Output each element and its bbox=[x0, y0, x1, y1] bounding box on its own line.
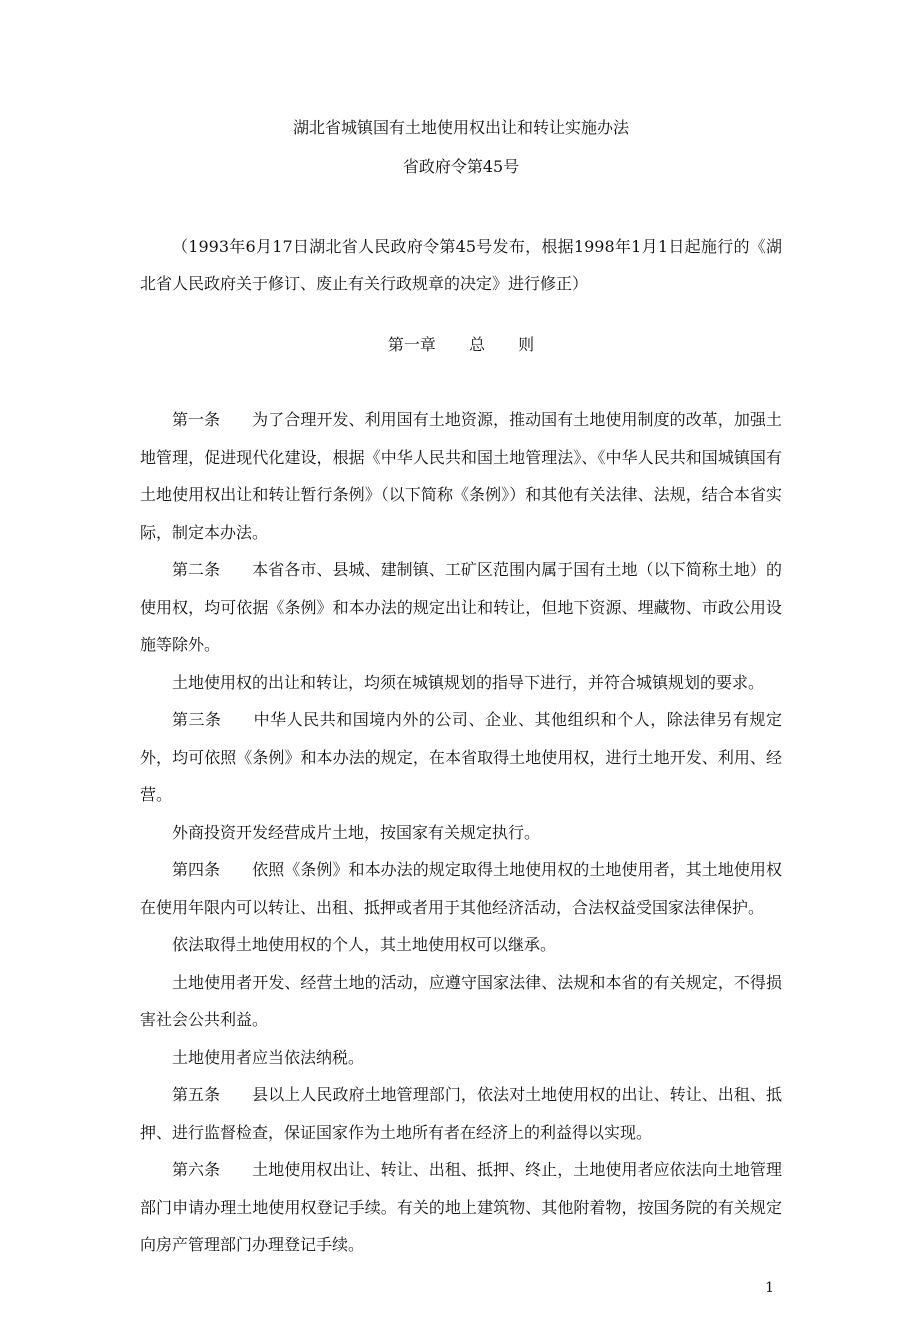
paragraph bbox=[140, 701, 782, 814]
paragraph-text: 依照《条例》和本办法的规定取得土地使用权的土地使用者，其土地使用权在使用年限内可以转让、出租、抵押或者用于其他经济活动，合法权益受国家法律保护。 bbox=[140, 860, 782, 917]
article-label: 第三条 bbox=[172, 710, 222, 729]
page-number: 1 bbox=[765, 1279, 774, 1296]
paragraph bbox=[140, 664, 782, 702]
article-label: 第二条 bbox=[172, 560, 221, 579]
paragraph-text: 土地使用者开发、经营土地的活动，应遵守国家法律、法规和本省的有关规定，不得损害社会公共利益。 bbox=[140, 972, 782, 1029]
paragraph bbox=[140, 1076, 782, 1151]
paragraph bbox=[140, 551, 782, 664]
chapter-name-2: 则 bbox=[518, 335, 535, 354]
article-label: 第五条 bbox=[172, 1085, 221, 1104]
revision-note: （1993年6月17日湖北省人民政府令第45号发布，根据1998年1月1日起施行的《湖北省人民政府关于修订、废止有关行政规章的决定》进行修正） bbox=[140, 237, 782, 293]
paragraph bbox=[140, 926, 782, 964]
document-body bbox=[140, 401, 782, 1264]
article-label: 第一条 bbox=[172, 410, 221, 429]
paragraph-text: 土地使用权出让、转让、出租、抵押、终止，土地使用者应依法向土地管理部门申请办理土地使用权登记手续。有关的地上建筑物、其他附着物，按国务院的有关规定向房产管理部门办理登记手续。 bbox=[140, 1160, 782, 1254]
article-label: 第四条 bbox=[172, 860, 221, 879]
paragraph-text: 县以上人民政府土地管理部门，依法对土地使用权的出让、转让、出租、抵押、进行监督检查，保证国家作为土地所有者在经济上的利益得以实现。 bbox=[140, 1085, 782, 1142]
paragraph-text: 土地使用者应当依法纳税。 bbox=[172, 1047, 365, 1067]
paragraph-text: 中华人民共和国境内外的公司、企业、其他组织和个人，除法律另有规定外，均可依照《条例》和本办法的规定，在本省取得土地使用权，进行土地开发、利用、经营。 bbox=[140, 710, 782, 804]
chapter-heading bbox=[140, 334, 782, 356]
paragraph-text: 本省各市、县城、建制镇、工矿区范围内属于国有土地（以下简称土地）的使用权，均可依据《条例》和本办法的规定出让和转让，但地下资源、埋藏物、市政公用设施等除外。 bbox=[140, 560, 782, 654]
paragraph bbox=[140, 1039, 782, 1077]
chapter-name-1: 总 bbox=[468, 335, 485, 354]
paragraph bbox=[140, 851, 782, 926]
paragraph bbox=[140, 964, 782, 1039]
paragraph-text: 土地使用权的出让和转让，均须在城镇规划的指导下进行，并符合城镇规划的要求。 bbox=[172, 672, 765, 692]
document-subtitle: 省政府令第45号 bbox=[402, 157, 520, 176]
paragraph-text: 外商投资开发经营成片土地，按国家有关规定执行。 bbox=[172, 822, 541, 842]
paragraph-text: 依法取得土地使用权的个人，其土地使用权可以继承。 bbox=[172, 935, 557, 954]
paragraph-text: 为了合理开发、利用国有土地资源，推动国有土地使用制度的改革，加强土地管理，促进现代化建设，根据《中华人民共和国土地管理法》、《中华人民共和国城镇国有土地使用权出让和转让暂行条例》（以下简称《条例》）和其他有关法律、法规，结合本省实际，制定本办法。 bbox=[140, 410, 782, 542]
chapter-number: 第一章 bbox=[387, 335, 436, 354]
paragraph bbox=[140, 814, 782, 852]
paragraph bbox=[140, 401, 782, 551]
document-title: 湖北省城镇国有土地使用权出让和转让实施办法 bbox=[292, 118, 629, 137]
paragraph bbox=[140, 1151, 782, 1264]
article-label: 第六条 bbox=[172, 1160, 221, 1179]
